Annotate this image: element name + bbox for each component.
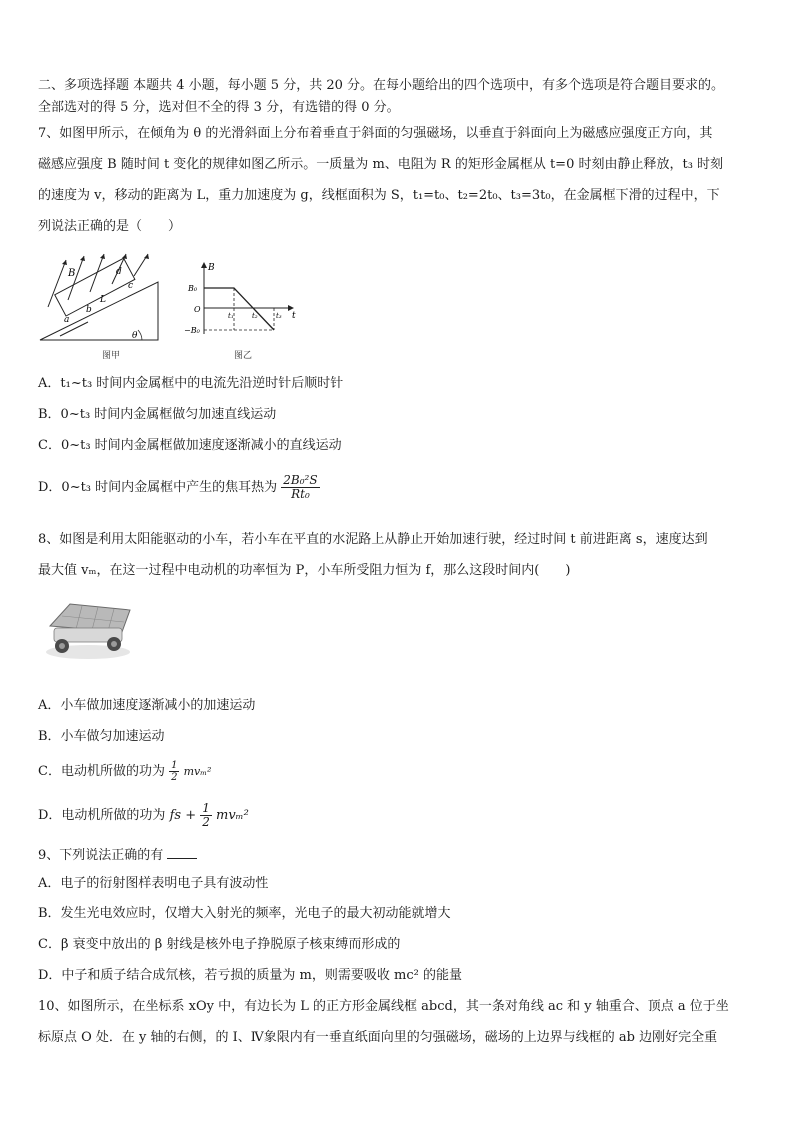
q8-option-c-text: C．电动机所做的功为	[38, 764, 165, 779]
section-header-line2: 全部选对的得 5 分，选对但不全的得 3 分，有选错的得 0 分。	[38, 100, 400, 115]
q7-fig-b-axis-B: B	[208, 263, 215, 273]
q8-option-a[interactable]: A．小车做加速度逐渐减小的加速运动	[38, 698, 256, 713]
q8-stem-line2: 最大值 vₘ，在这一过程中电动机的功率恒为 P，小车所受阻力恒为 f，那么这段时间内( )	[38, 563, 571, 578]
q7-option-a[interactable]: A．t₁~t₃ 时间内金属框中的电流先沿逆时针后顺时针	[38, 376, 344, 391]
q9-option-d[interactable]: D．中子和质子结合成氘核，若亏损的质量为 m，则需要吸收 mc² 的能量	[38, 968, 462, 983]
q7-fig-b-label-t2: t₂	[252, 312, 258, 320]
q7-option-b[interactable]: B．0~t₃ 时间内金属框做匀加速直线运动	[38, 407, 277, 422]
q8-option-c-numerator: 1	[171, 760, 178, 771]
q7-fig-b-label-t1: t₁	[228, 312, 234, 320]
q7-fig-a-label-L: L	[100, 295, 106, 305]
q7-option-d-fraction	[281, 474, 319, 501]
q7-fig-b-label-O: O	[194, 305, 201, 314]
q7-option-c[interactable]: C．0~t₃ 时间内金属框做加速度逐渐减小的直线运动	[38, 438, 342, 453]
q7-fig-b-label-t3: t₃	[276, 312, 282, 320]
q7-stem-line1: 7、如图甲所示，在倾角为 θ 的光滑斜面上分布着垂直于斜面的匀强磁场，以垂直于斜面向上为磁感应强度正方向，其	[38, 126, 713, 141]
q7-option-d-numerator: 2B₀²S	[283, 473, 318, 487]
q7-fig-a-label-b: b	[86, 305, 92, 315]
section-header-line1: 二、多项选择题 本题共 4 小题，每小题 5 分，共 20 分。在每小题给出的四个选项中，有多个选项是符合题目要求的。	[38, 78, 725, 93]
q8-option-d-fs: fs +	[169, 808, 197, 823]
q8-option-d-denominator: 2	[202, 815, 210, 829]
q9-stem	[38, 846, 197, 864]
q7-fig-b-axis-t: t	[292, 311, 296, 321]
q7-option-d-denominator: Rt₀	[291, 487, 310, 501]
q8-stem-line1: 8、如图是利用太阳能驱动的小车，若小车在平直的水泥路上从静止开始加速行驶，经过时间 t 前进距离 s，速度达到	[38, 532, 708, 547]
q9-option-b[interactable]: B．发生光电效应时，仅增大入射光的频率，光电子的最大初动能就增大	[38, 906, 451, 921]
q8-option-d-numerator: 1	[202, 801, 210, 815]
q9-answer-blank[interactable]	[167, 846, 197, 859]
q8-option-c-denominator: 2	[171, 772, 178, 783]
q7-fig-a-label-a: a	[64, 315, 70, 325]
q7-stem-line3: 的速度为 v，移动的距离为 L，重力加速度为 g，线框面积为 S，t₁=t₀、t₂=2t₀、t₃=3t₀，在金属框下滑的过程中，下	[38, 188, 720, 203]
q8-option-b[interactable]: B．小车做匀加速运动	[38, 729, 165, 744]
q7-fig-a-label-B: B	[68, 268, 76, 279]
q7-figure-a-caption: 图甲	[102, 351, 121, 361]
q7-fig-b-label-B0: B₀	[188, 284, 198, 293]
q9-option-c[interactable]: C．β 衰变中放出的 β 射线是核外电子挣脱原子核束缚而形成的	[38, 937, 401, 952]
q7-fig-a-label-d: d	[116, 267, 122, 277]
q8-option-d-text: D．电动机所做的功为	[38, 808, 166, 823]
q7-stem-line2: 磁感应强度 B 随时间 t 变化的规律如图乙所示。一质量为 m、电阻为 R 的矩形金属框从 t=0 时刻由静止释放，t₃ 时刻	[38, 157, 724, 172]
q7-option-d-text: D．0~t₃ 时间内金属框中产生的焦耳热为	[38, 480, 278, 495]
q7-stem-line4: 列说法正确的是（ ）	[38, 219, 182, 234]
q8-option-d-fraction	[200, 802, 212, 829]
q10-stem-line2: 标原点 O 处．在 y 轴的右侧，的 I、Ⅳ象限内有一垂直纸面向里的匀强磁场，磁场的上边界与线框的 ab 边刚好完全重	[38, 1030, 718, 1045]
q8-option-d[interactable]	[38, 802, 249, 829]
q9-option-a[interactable]: A．电子的衍射图样表明电子具有波动性	[38, 876, 269, 891]
q8-solar-car-image	[40, 596, 136, 662]
q9-stem-text: 9、下列说法正确的有	[38, 848, 164, 863]
q8-option-d-expr: mvₘ²	[216, 808, 249, 823]
q7-fig-a-label-theta: θ	[132, 331, 138, 341]
q7-option-d[interactable]	[38, 474, 320, 501]
q7-fig-a-label-c: c	[128, 281, 134, 291]
q7-figure-b-caption: 图乙	[234, 351, 253, 361]
q8-option-c[interactable]	[38, 760, 211, 783]
q8-option-c-fraction	[169, 760, 179, 783]
q8-option-c-expr: mvₘ²	[183, 765, 212, 778]
q7-figure-b-graph	[184, 258, 304, 364]
q7-figure-a-incline	[38, 252, 168, 364]
q10-stem-line1: 10、如图所示，在坐标系 xOy 中，有边长为 L 的正方形金属线框 abcd，其一条对角线 ac 和 y 轴重合、顶点 a 位于坐	[38, 999, 729, 1014]
q7-fig-b-label-negB0: −B₀	[184, 326, 200, 335]
